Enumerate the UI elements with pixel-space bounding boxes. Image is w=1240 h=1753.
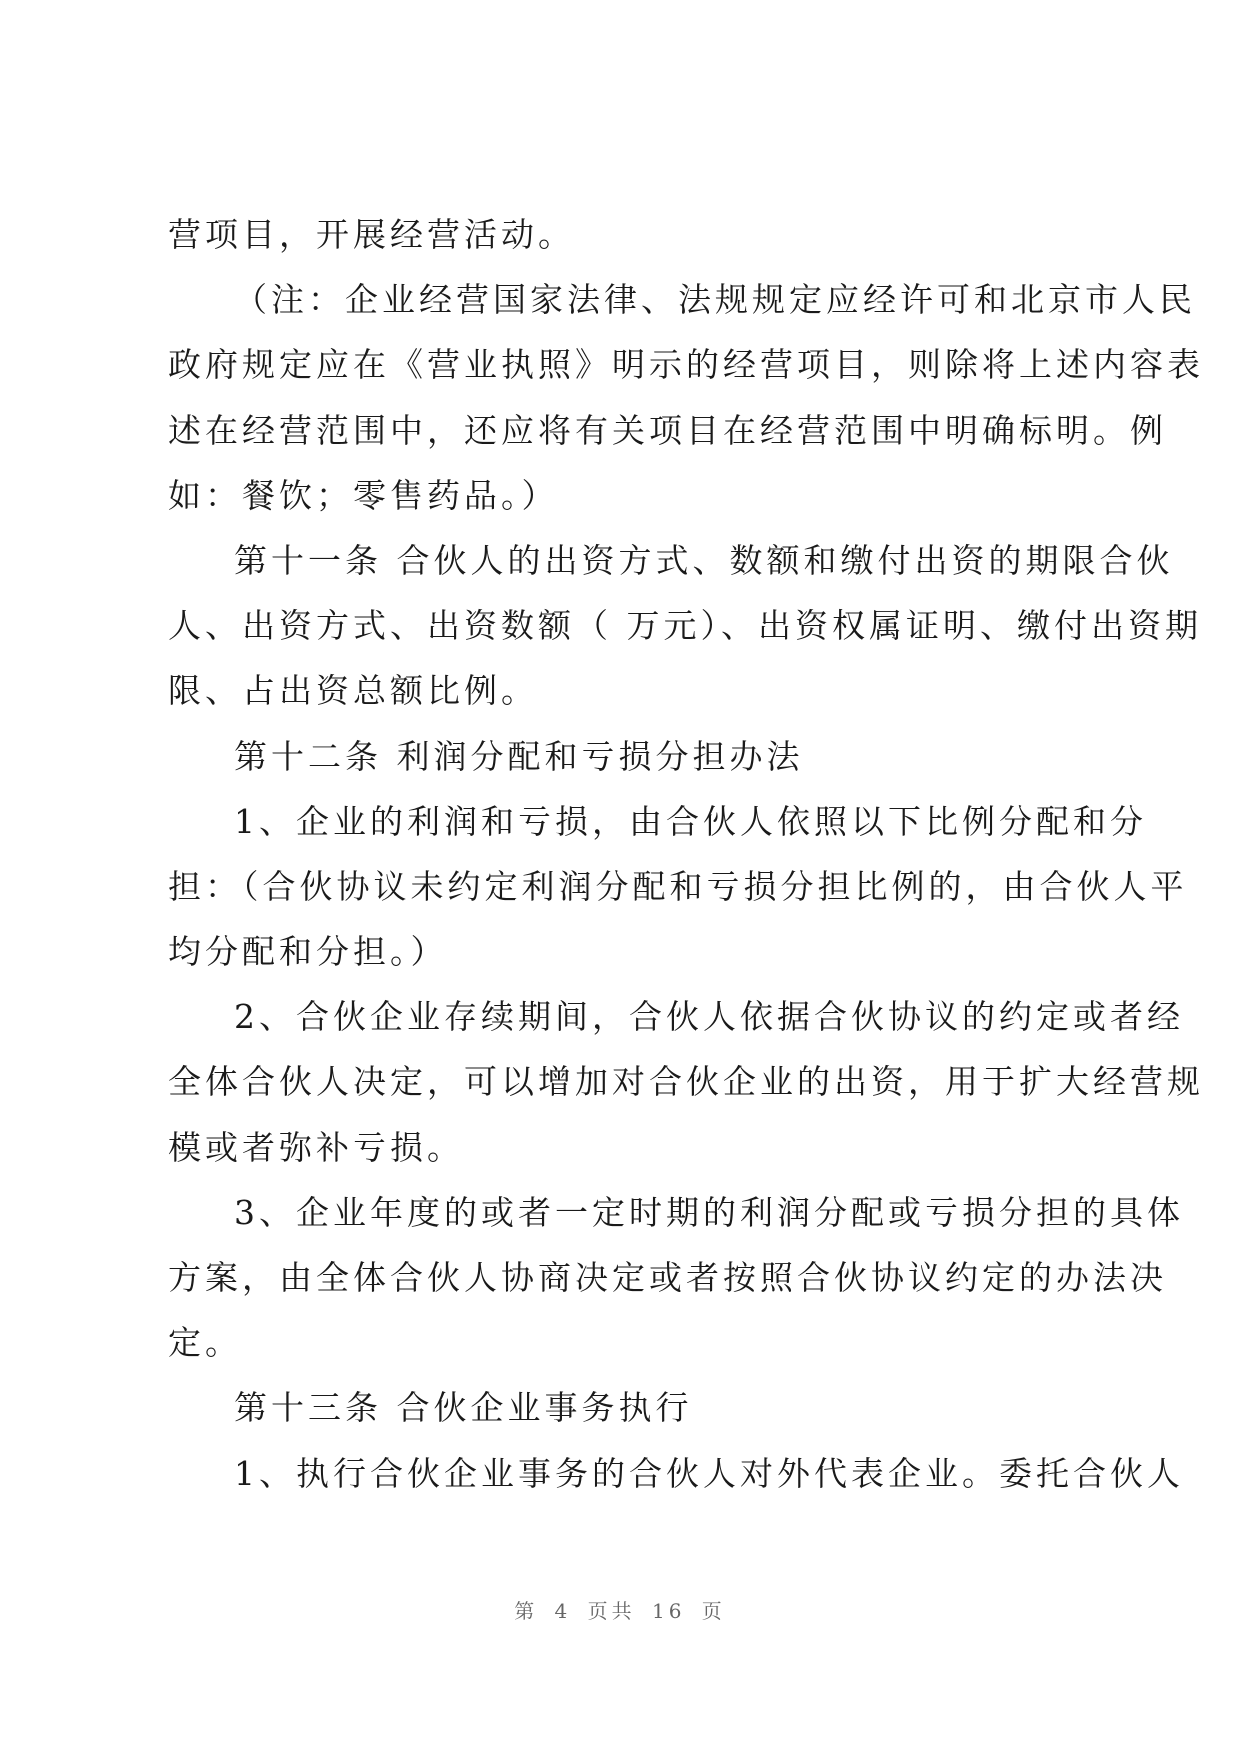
document-body bbox=[168, 215, 1204, 1522]
text-line: 人、出资方式、出资数额（ 万元）、出资权属证明、缴付出资期 bbox=[168, 606, 1202, 646]
article-12-heading: 第十二条 利润分配和亏损分担办法 bbox=[234, 736, 804, 776]
text-line: 营项目，开展经营活动。 bbox=[168, 215, 575, 254]
text-line: 限、占出资总额比例。 bbox=[168, 671, 538, 711]
article-13-heading: 第十三条 合伙企业事务执行 bbox=[234, 1388, 693, 1428]
text-line: 担：（合伙协议未约定利润分配和亏损分担比例的，由合伙人平 bbox=[168, 866, 1188, 906]
page-number-footer: 第 4 页共 16 页 bbox=[514, 1599, 726, 1623]
text-line: 2、合伙企业存续期间，合伙人依据合伙协议的约定或者经 bbox=[234, 997, 1184, 1037]
text-line: 定。 bbox=[168, 1323, 242, 1363]
text-line: 全体合伙人决定，可以增加对合伙企业的出资，用于扩大经营规 bbox=[168, 1062, 1204, 1102]
text-line: 1、企业的利润和亏损，由合伙人依照以下比例分配和分 bbox=[234, 801, 1147, 841]
text-line: 1、执行合伙企业事务的合伙人对外代表企业。委托合伙人 bbox=[234, 1453, 1184, 1493]
text-line: 模或者弥补亏损。 bbox=[168, 1127, 464, 1167]
text-line: （注：企业经营国家法律、法规规定应经许可和北京市人民 bbox=[234, 280, 1196, 320]
text-line: 3、企业年度的或者一定时期的利润分配或亏损分担的具体 bbox=[234, 1192, 1184, 1232]
text-line: 均分配和分担。） bbox=[168, 932, 448, 972]
text-line: 政府规定应在《营业执照》明示的经营项目，则除将上述内容表 bbox=[168, 345, 1204, 385]
text-line: 述在经营范围中，还应将有关项目在经营范围中明确标明。例 bbox=[168, 410, 1167, 450]
text-line: 方案，由全体合伙人协商决定或者按照合伙协议约定的办法决 bbox=[168, 1258, 1167, 1297]
text-line: 如：餐饮；零售药品。） bbox=[168, 475, 559, 515]
article-11-heading: 第十一条 合伙人的出资方式、数额和缴付出资的期限合伙 bbox=[234, 540, 1174, 580]
